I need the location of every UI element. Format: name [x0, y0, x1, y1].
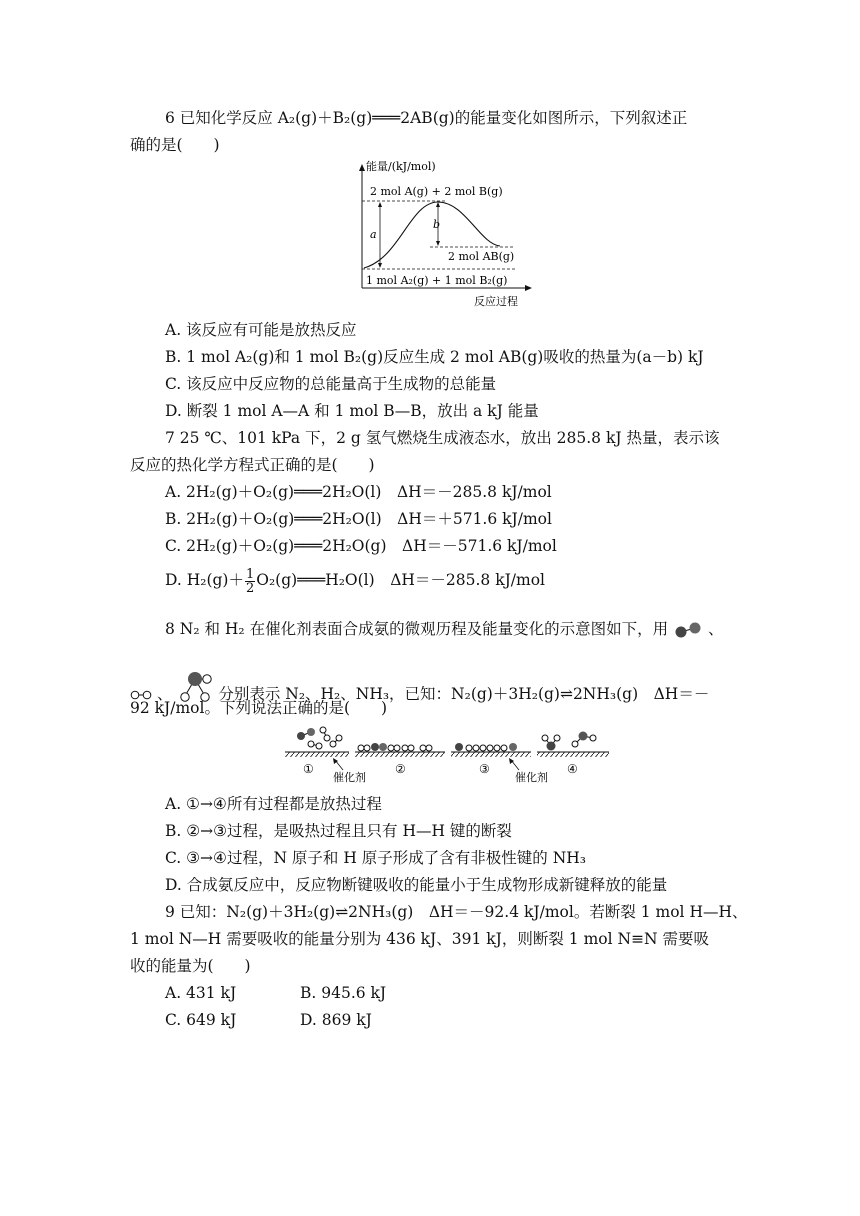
q8-stem-line2-text: 分别表示 N₂、H₂、NH₃，已知：N₂(g)＋3H₂(g)⇌2NH₃(g) ΔH＝－: [218, 685, 710, 703]
q7-option-b: B. 2H₂(g)＋O₂(g)═══2H₂O(l) ΔH＝＋571.6 kJ/mol: [165, 510, 552, 528]
q8-option-c: C. ③→④过程，N 原子和 H 原子形成了含有非极性键的 NH₃: [165, 849, 587, 867]
q8-stem-line1-text: 8 N₂ 和 H₂ 在催化剂表面合成氨的微观历程及能量变化的示意图如下，用: [165, 620, 669, 638]
step3-atoms: [455, 743, 517, 751]
q9-option-c: C. 649 kJ: [165, 1011, 237, 1029]
q6-option-c: C. 该反应中反应物的总能量高于生成物的总能量: [165, 375, 497, 393]
q7-option-d: [165, 566, 545, 595]
y-axis-arrow: [359, 164, 365, 171]
fraction-numerator: 1: [245, 566, 255, 582]
q7-option-d-prefix: D. H₂(g)＋: [165, 571, 244, 589]
q9-option-b: B. 945.6 kJ: [300, 984, 387, 1002]
top-state-label: 2 mol A(g) + 2 mol B(g): [370, 185, 503, 198]
q9-stem-line1: 9 已知：N₂(g)＋3H₂(g)⇌2NH₃(g) ΔH＝－92.4 kJ/mol。若断裂 1 mol H—H、: [165, 903, 748, 921]
q8-option-d: D. 合成氨反应中，反应物断键吸收的能量小于生成物形成新键释放的能量: [165, 876, 668, 894]
step3-label: ③: [479, 762, 490, 776]
q8-option-b: B. ②→③过程，是吸热过程且只有 H—H 键的断裂: [165, 822, 512, 840]
product-state-label: 2 mol AB(g): [448, 250, 515, 263]
fraction-denominator: 2: [245, 580, 255, 596]
q6-option-d: D. 断裂 1 mol A—A 和 1 mol B—B，放出 a kJ 能量: [165, 402, 539, 420]
q6-option-b: B. 1 mol A₂(g)和 1 mol B₂(g)反应生成 2 mol AB(g)吸收的热量为(a－b) kJ: [165, 348, 704, 366]
q8-stem-line2-sep: 、: [156, 685, 173, 703]
q8-stem-line1: [165, 618, 723, 640]
q8-option-a: A. ①→④所有过程都是放热过程: [165, 795, 382, 813]
catalyst-surface-3: [451, 752, 531, 757]
x-axis-label: 反应过程: [474, 295, 518, 308]
q6-stem-line2: 确的是( ): [130, 136, 220, 154]
a-label: a: [370, 228, 377, 241]
q7-option-c: C. 2H₂(g)＋O₂(g)═══2H₂O(g) ΔH＝－571.6 kJ/mol: [165, 537, 557, 555]
half-fraction: [245, 568, 255, 595]
energy-profile-diagram: [350, 158, 540, 310]
q8-stem-line1-sep: 、: [707, 620, 724, 638]
ammonia-synthesis-diagram: [283, 724, 613, 786]
step4-molecules: [542, 732, 596, 751]
b-label: b: [433, 218, 441, 231]
x-axis-arrow: [525, 285, 532, 291]
y-axis-label: 能量/(kJ/mol): [366, 160, 436, 173]
n2-molecule-icon: [673, 620, 703, 640]
q6-stem-line1: 6 已知化学反应 A₂(g)＋B₂(g)═══2AB(g)的能量变化如图所示，下列叙述正: [165, 109, 688, 127]
step4-label: ④: [567, 762, 578, 776]
q8-stem-line3: 92 kJ/mol。下列说法正确的是( ): [130, 699, 388, 717]
q7-option-a: A. 2H₂(g)＋O₂(g)═══2H₂O(l) ΔH＝－285.8 kJ/mol: [165, 483, 552, 501]
q7-stem-line1: 7 25 ℃、101 kPa 下，2 g 氢气燃烧生成液态水，放出 285.8 kJ 热量，表示该: [165, 429, 720, 447]
q9-stem-line2: 1 mol N—H 需要吸收的能量分别为 436 kJ、391 kJ，则断裂 1 mol N≡N 需要吸: [130, 930, 710, 948]
q7-stem-line2: 反应的热化学方程式正确的是( ): [130, 456, 375, 474]
reactant-state-label: 1 mol A₂(g) + 1 mol B₂(g): [366, 274, 508, 287]
q9-stem-line3: 收的能量为( ): [130, 957, 251, 975]
step2-molecules: [358, 743, 432, 751]
q7-option-d-suffix: O₂(g)═══H₂O(l) ΔH＝－285.8 kJ/mol: [256, 571, 546, 589]
step2-label: ②: [395, 762, 406, 776]
q9-option-d: D. 869 kJ: [300, 1011, 372, 1029]
step1-label: ①: [303, 762, 314, 776]
catalyst-surface-2: [355, 752, 445, 757]
step1-molecules: [297, 727, 342, 749]
catalyst-label-2: 催化剂: [515, 771, 548, 784]
catalyst-surface-4: [537, 752, 609, 757]
q6-option-a: A. 该反应有可能是放热反应: [165, 321, 357, 339]
catalyst-label-1: 催化剂: [333, 771, 366, 784]
q9-option-a: A. 431 kJ: [165, 984, 237, 1002]
catalyst-surface-1: [285, 752, 349, 757]
